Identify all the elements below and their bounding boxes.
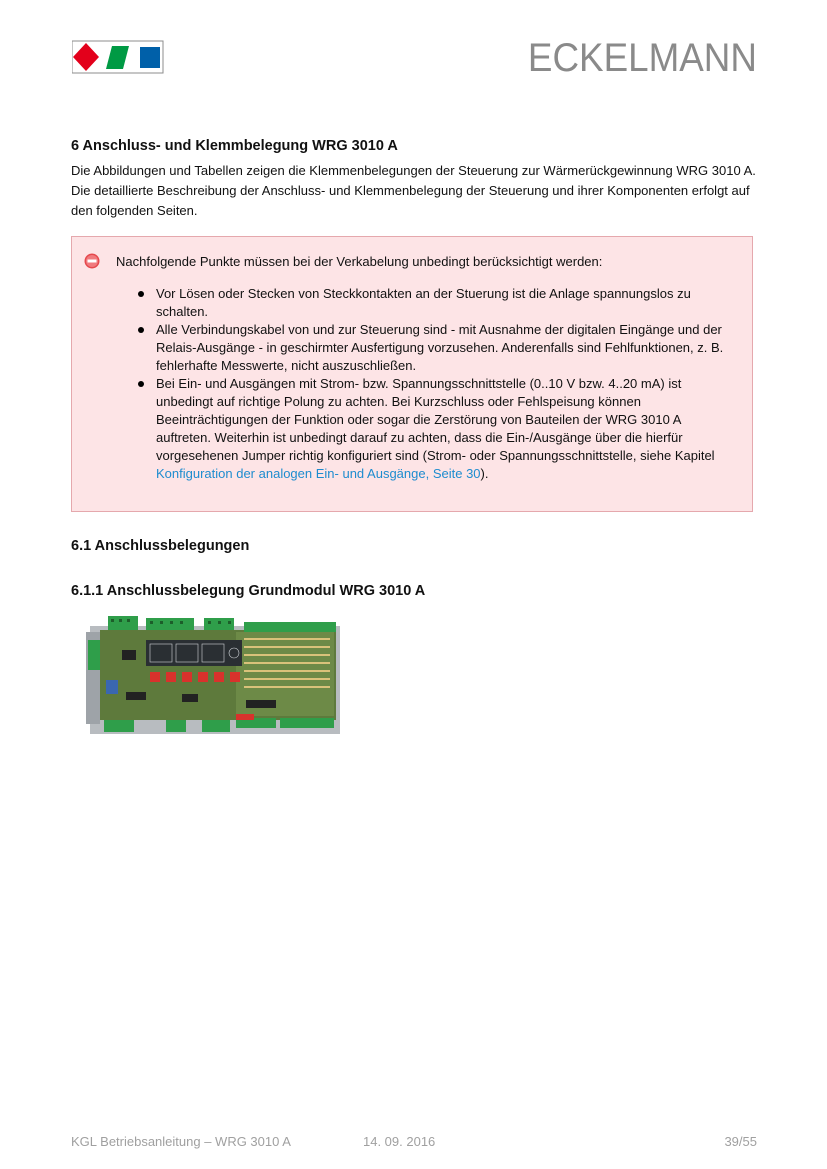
footer-date: 14. 09. 2016 — [363, 1134, 436, 1149]
footer-document-title: KGL Betriebsanleitung – WRG 3010 A — [71, 1134, 291, 1149]
section-title: 6 Anschluss- und Klemmbelegung WRG 3010 A — [71, 138, 398, 154]
subsection-title: 6.1 Anschlussbelegungen — [71, 538, 250, 554]
section-intro: Die Abbildungen und Tabellen zeigen die Klemmenbelegungen der Steuerung zur Wärmerückgewinnung WRG 3010 A. Die detaillierte Beschreibung der Anschluss- und Klemmenbelegung der Steuerung und ihrer Komponenten erfolgt auf den folgenden Seiten. — [71, 163, 756, 218]
no-entry-icon — [84, 253, 100, 269]
brand-wordmark: ECKELMANN — [527, 36, 757, 80]
warning-list — [134, 285, 734, 483]
footer-page-number: 39/55 — [724, 1134, 757, 1149]
warning-item-text: Bei Ein- und Ausgängen mit Strom- bzw. Spannungsschnittstelle (0..10 V bzw. 4..20 mA) ist unbedingt auf richtige Polung zu achten. Bei Kurzschluss oder Fehlspeisung können Beeinträchtigungen der Funktion oder sogar die Zerstörung von Bauteilen der WRG 3010 A auftreten. Weiterhin ist unbedingt darauf zu achten, dass die Ein-/Ausgänge über die hierfür vorgesehenen Jumper richtig konfiguriert sind (Strom- oder Spannungsschnittstelle, siehe Kapitel — [156, 376, 715, 463]
subsubsection-title: 6.1.1 Anschlussbelegung Grundmodul WRG 3010 A — [71, 583, 426, 599]
warning-box — [71, 236, 753, 512]
eckelmann-logo — [72, 40, 164, 74]
warning-item: Alle Verbindungskabel von und zur Steuerung sind - mit Ausnahme der digitalen Eingänge und der Relais-Ausgänge - in geschirmter Ausfertigung vorzusehen. Anderenfalls sind Fehlfunktionen, z. B. fehlerhafte Messwerte, nicht auszuschließen. — [134, 321, 734, 375]
logo-blue-square — [140, 47, 160, 68]
warning-item — [134, 375, 734, 483]
config-chapter-link[interactable]: Konfiguration der analogen Ein- und Ausgänge, Seite 30 — [156, 466, 481, 481]
circuit-board-image — [86, 614, 340, 740]
warning-item-tail: ). — [480, 466, 489, 481]
warning-item: Vor Lösen oder Stecken von Steckkontakten an der Stuerung ist die Anlage spannungslos zu schalten. — [134, 285, 734, 321]
warning-heading: Nachfolgende Punkte müssen bei der Verkabelung unbedingt berücksichtigt werden: — [116, 254, 603, 269]
